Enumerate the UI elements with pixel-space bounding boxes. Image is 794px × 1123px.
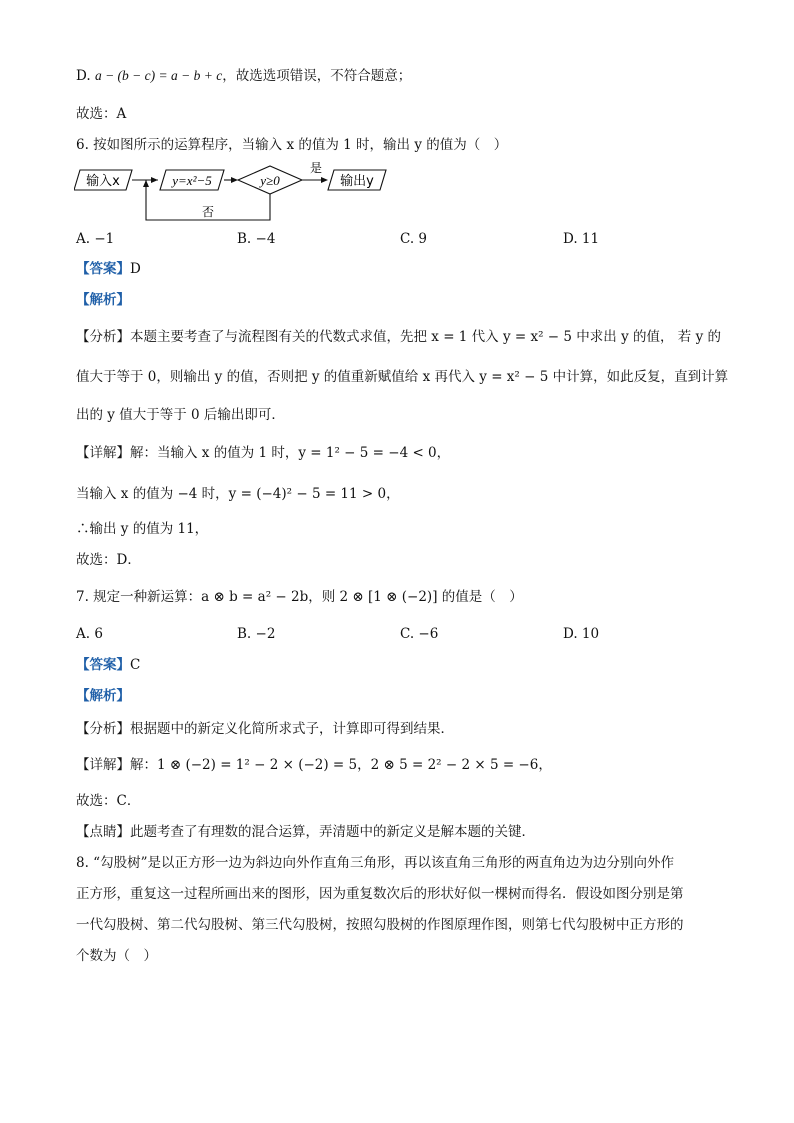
q7-choice-a: A. 6 bbox=[76, 626, 103, 642]
flowchart-diagram bbox=[74, 158, 394, 224]
flow-input-label: 输入x bbox=[86, 174, 120, 189]
q7-stem: 7. 规定一种新运算：a ⊗ b = a² − 2b，则 2 ⊗ [1 ⊗ (−2)] 的值是（ ） bbox=[76, 589, 523, 605]
q6-detail-line-3: ∴输出 y 的值为 11， bbox=[76, 521, 209, 537]
flow-no-arrowhead bbox=[143, 180, 149, 187]
flow-no-label: 否 bbox=[202, 205, 215, 219]
q6-choice-a: A. −1 bbox=[76, 231, 115, 247]
flow-yes-arrowhead bbox=[321, 177, 328, 183]
q5-option-d: D. a − (b − c) = a − b + c，故选选项错误，不符合题意； bbox=[76, 68, 412, 84]
flow-decision-label: y≥0 bbox=[260, 173, 280, 188]
q5-option-d-expr: a − (b − c) = a − b + c bbox=[94, 68, 223, 83]
q6-analysis-label: 【解析】 bbox=[76, 292, 130, 308]
q7-choice-d: D. 10 bbox=[563, 626, 600, 642]
q6-stem: 6. 按如图所示的运算程序，当输入 x 的值为 1 时，输出 y 的值为（ ） bbox=[76, 137, 508, 153]
q7-analysis: 【分析】根据题中的新定义化简所求式子，计算即可得到结果． bbox=[76, 721, 454, 737]
q6-answer-value: D bbox=[130, 261, 141, 277]
q7-answer-label: 【答案】 bbox=[76, 657, 130, 673]
q8-line-4: 个数为（ ） bbox=[76, 948, 157, 964]
flow-yes-label: 是 bbox=[310, 161, 323, 175]
flow-output-label: 输出y bbox=[340, 174, 374, 189]
q6-analysis-line-2: 值大于等于 0，则输出 y 的值，否则把 y 的值重新赋值给 x 再代入 y = x² − 5 中计算，如此反复，直到计算 bbox=[76, 369, 729, 385]
q7-analysis-label: 【解析】 bbox=[76, 688, 130, 704]
q5-answer: 故选：A bbox=[76, 106, 127, 122]
q7-conclusion: 故选：C． bbox=[76, 793, 141, 809]
q6-analysis-line-1: 【分析】本题主要考查了与流程图有关的代数式求值，先把 x = 1 代入 y = x² − 5 中求出 y 的值， 若 y 的 bbox=[76, 329, 721, 345]
q6-choice-b: B. −4 bbox=[237, 231, 276, 247]
q6-answer bbox=[76, 259, 141, 279]
q7-choice-b: B. −2 bbox=[237, 626, 276, 642]
flow-arrowhead-1 bbox=[151, 177, 158, 183]
q7-answer-value: C bbox=[130, 657, 141, 673]
q6-choice-c: C. 9 bbox=[400, 231, 428, 247]
q8-line-1: 8. “勾股树”是以正方形一边为斜边向外作直角三角形，再以该直角三角形的两直角边为边分别向外作 bbox=[76, 855, 674, 871]
q6-answer-label: 【答案】 bbox=[76, 261, 130, 277]
q8-line-3: 一代勾股树、第二代勾股树、第三代勾股树，按照勾股树的作图原理作图，则第七代勾股树中正方形的 bbox=[76, 917, 684, 933]
q6-detail-line-2: 当输入 x 的值为 −4 时，y = (−4)² − 5 = 11 > 0， bbox=[76, 486, 400, 502]
q7-detail: 【详解】解：1 ⊗ (−2) = 1² − 2 × (−2) = 5，2 ⊗ 5 = 2² − 2 × 5 = −6， bbox=[76, 757, 552, 773]
q7-answer bbox=[76, 655, 140, 675]
q6-detail-line-1: 【详解】解：当输入 x 的值为 1 时，y = 1² − 5 = −4 < 0， bbox=[76, 445, 451, 461]
q8-line-2: 正方形，重复这一过程所画出来的图形，因为重复数次后的形状好似一棵树而得名．假设如图分别是第 bbox=[76, 886, 684, 902]
q7-comment: 【点睛】此题考查了有理数的混合运算，弄清题中的新定义是解本题的关键． bbox=[76, 824, 535, 840]
q6-analysis-line-3: 出的 y 值大于等于 0 后输出即可． bbox=[76, 407, 285, 423]
q6-choice-d: D. 11 bbox=[563, 231, 600, 247]
q6-conclusion: 故选：D． bbox=[76, 552, 141, 568]
flow-formula-label: y=x²−5 bbox=[172, 173, 212, 188]
q7-choice-c: C. −6 bbox=[400, 626, 439, 642]
